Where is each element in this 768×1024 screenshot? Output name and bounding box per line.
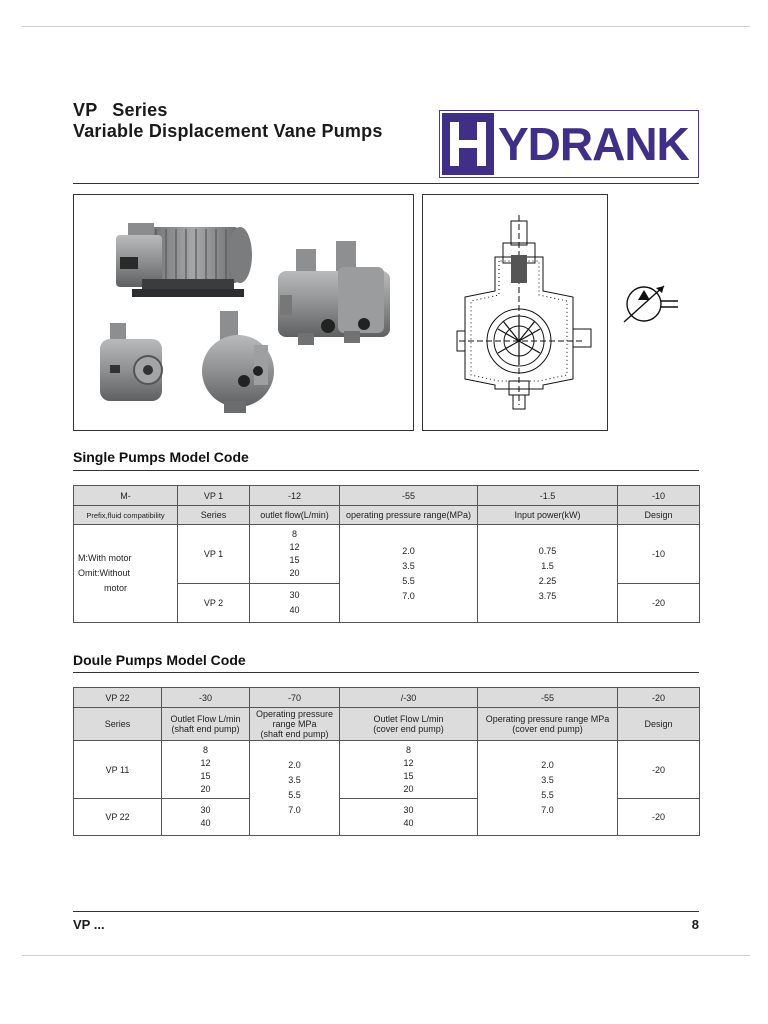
design-cell: -20: [618, 584, 700, 623]
pressure-value: 2.0: [288, 760, 301, 770]
header-line: (cover end pump): [512, 724, 583, 734]
motor-pump-unit: [116, 223, 252, 297]
flow-value: 8: [291, 529, 297, 539]
title-product: Variable Displacement Vane Pumps: [73, 121, 383, 141]
power-value: 0.75: [538, 545, 557, 556]
table-header-row: [74, 486, 700, 506]
header-cell: [340, 708, 478, 741]
header-cell: M-: [74, 486, 178, 506]
flow-cell: [250, 525, 340, 584]
single-pumps-title: Single Pumps Model Code: [73, 449, 249, 465]
flow-value: 30: [403, 805, 414, 815]
prefix-line: Omit:Without: [78, 568, 131, 578]
power-value: 3.75: [538, 590, 557, 601]
flow-value: 15: [200, 770, 211, 781]
header-rule: [73, 183, 699, 184]
power-cell: [478, 525, 618, 623]
shaft-pressure-cell: [250, 741, 340, 836]
page-title: [73, 100, 383, 142]
pressure-value: 7.0: [402, 590, 415, 601]
series-cell: VP 1: [178, 525, 250, 584]
single-pumps-table: [73, 485, 700, 623]
flow-value: 30: [289, 590, 300, 600]
flow-value: 15: [403, 770, 414, 781]
series-cell: VP 22: [74, 799, 162, 836]
header-line: Operating pressure range MPa: [485, 714, 610, 724]
shaft-flow-cell: [162, 741, 250, 799]
footer-rule: [73, 911, 699, 912]
header-cell: Prefix,fluid compatibility: [74, 506, 178, 525]
cover-flow-cell: [340, 741, 478, 799]
header-cell: outlet flow(L/min): [250, 506, 340, 525]
header-cell: -55: [478, 688, 618, 708]
power-value: 1.5: [541, 560, 554, 571]
double-pump-unit: [278, 241, 390, 345]
page-number: 8: [691, 917, 699, 932]
flow-value: 20: [289, 568, 300, 578]
page-top-border: [22, 26, 750, 27]
pressure-value: 2.0: [402, 545, 415, 556]
header-cell: -20: [618, 688, 700, 708]
header-line: Outlet Flow L/min: [170, 714, 241, 724]
header-cell: -55: [340, 486, 478, 506]
table-header-row: [74, 506, 700, 525]
flow-value: 8: [202, 744, 208, 755]
prefix-line: M:With motor: [78, 553, 132, 563]
small-pump-left: [100, 323, 162, 401]
header-cell: VP 22: [74, 688, 162, 708]
flow-value: 40: [289, 605, 300, 615]
header-cell: Design: [618, 708, 700, 741]
flow-value: 8: [405, 744, 411, 755]
cross-section-drawing: [423, 195, 607, 430]
pressure-value: 5.5: [288, 790, 301, 800]
logo-wordmark: YDRANK: [498, 118, 689, 170]
double-pumps-table: [73, 687, 700, 836]
flow-cell: [250, 584, 340, 623]
double-section-rule: [73, 672, 699, 673]
flow-value: 12: [403, 757, 414, 768]
shaft-flow-cell: [162, 799, 250, 836]
variable-pump-symbol-icon: [618, 280, 680, 326]
pressure-value: 7.0: [288, 805, 301, 815]
header-cell: operating pressure range(MPa): [340, 506, 478, 525]
pressure-value: 3.5: [402, 560, 415, 571]
footer-series-label: VP ...: [73, 917, 105, 932]
cross-section-drawing-panel: [422, 194, 608, 431]
prefix-cell: [74, 525, 178, 623]
header-cell: Design: [618, 506, 700, 525]
pressure-value: 7.0: [541, 805, 554, 815]
header-cell: -30: [162, 688, 250, 708]
header-cell: Series: [178, 506, 250, 525]
flow-value: 20: [200, 783, 211, 794]
pressure-value: 5.5: [541, 790, 554, 800]
series-cell: VP 11: [74, 741, 162, 799]
table-row: [74, 741, 700, 799]
header-cell: -10: [618, 486, 700, 506]
flow-value: 15: [289, 555, 300, 565]
design-cell: -20: [618, 799, 700, 836]
table-header-row: [74, 708, 700, 741]
page-bottom-border: [22, 955, 750, 956]
header-line: Operating pressure: [255, 709, 334, 719]
header-cell: [162, 708, 250, 741]
header-cell: -1.5: [478, 486, 618, 506]
flow-value: 40: [403, 818, 414, 828]
header-line: (cover end pump): [373, 724, 444, 734]
flow-value: 30: [200, 805, 211, 815]
table-row: [74, 525, 700, 584]
flow-value: 12: [200, 757, 211, 768]
single-section-rule: [73, 470, 699, 471]
header-line: range MPa: [272, 719, 317, 729]
header-cell: /-30: [340, 688, 478, 708]
logo-h-mark: [442, 113, 494, 175]
design-cell: -10: [618, 525, 700, 584]
series-cell: VP 2: [178, 584, 250, 623]
pressure-value: 3.5: [288, 775, 301, 785]
cover-pressure-cell: [478, 741, 618, 836]
pressure-value: 5.5: [402, 575, 415, 586]
brand-logo: [439, 110, 699, 178]
small-pump-center: [202, 311, 274, 413]
header-cell: [478, 708, 618, 741]
table-header-row: [74, 688, 700, 708]
header-line: (shaft end pump): [260, 729, 329, 739]
power-value: 2.25: [538, 575, 557, 586]
header-cell: Input power(kW): [478, 506, 618, 525]
pressure-value: 2.0: [541, 760, 554, 770]
pressure-cell: [340, 525, 478, 623]
title-series: VP Series: [73, 100, 168, 120]
prefix-line: motor: [104, 583, 128, 593]
header-line: (shaft end pump): [171, 724, 240, 734]
header-cell: [250, 708, 340, 741]
flow-value: 40: [200, 818, 211, 828]
double-pumps-title: Doule Pumps Model Code: [73, 652, 246, 668]
design-cell: -20: [618, 741, 700, 799]
cover-flow-cell: [340, 799, 478, 836]
pump-photo-image: [74, 195, 413, 430]
pressure-value: 3.5: [541, 775, 554, 785]
flow-value: 12: [289, 542, 300, 552]
header-cell: Series: [74, 708, 162, 741]
header-line: Outlet Flow L/min: [373, 714, 444, 724]
header-cell: VP 1: [178, 486, 250, 506]
flow-value: 20: [403, 783, 414, 794]
header-cell: -12: [250, 486, 340, 506]
header-cell: -70: [250, 688, 340, 708]
product-photo-panel: [73, 194, 414, 431]
